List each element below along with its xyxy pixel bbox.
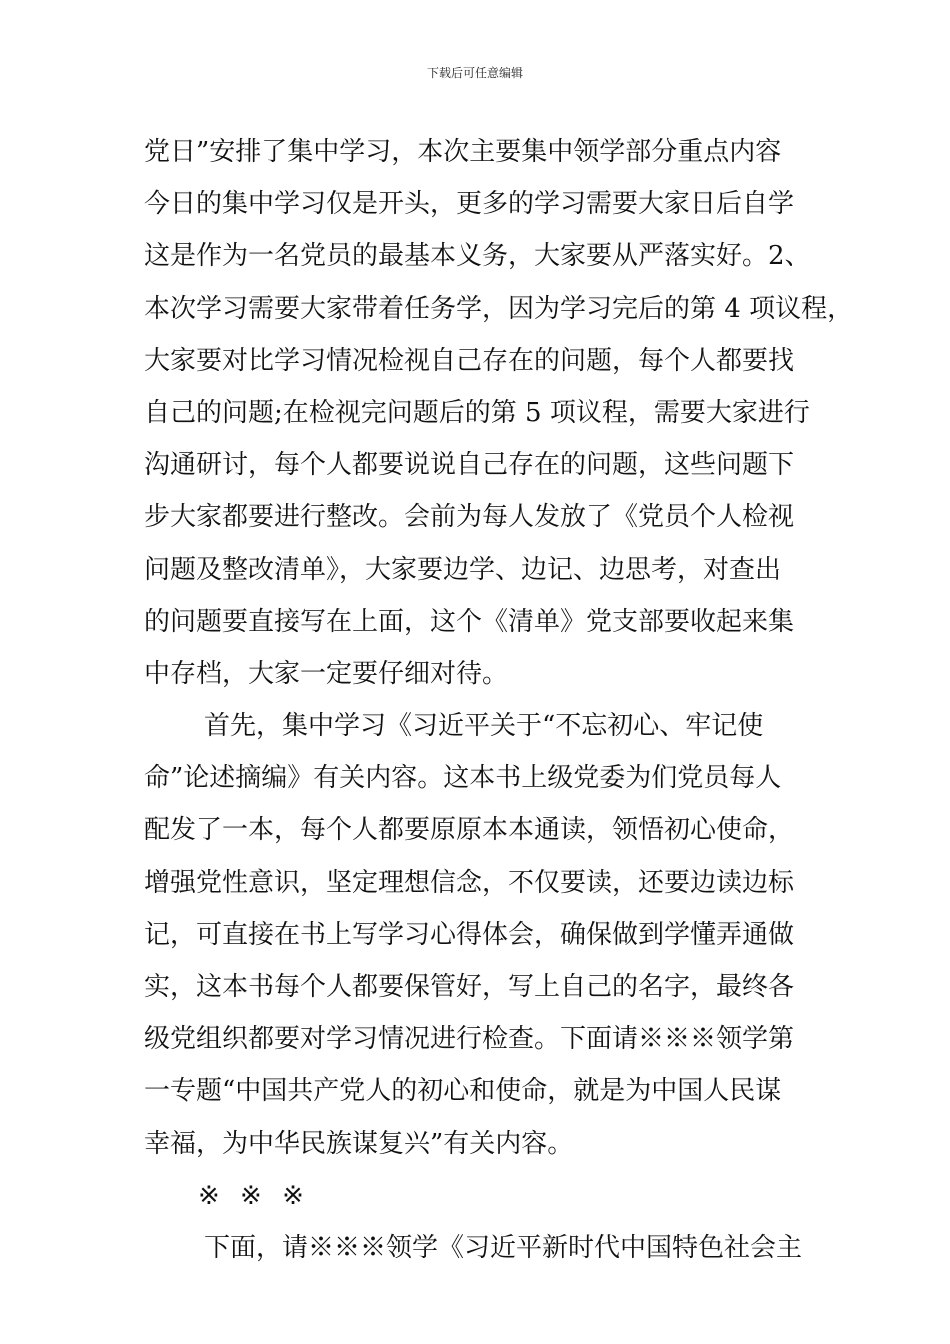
text-line: 配发了一本，每个人都要原原本本通读，领悟初心使命，	[144, 815, 795, 846]
text-line: 命”论述摘编》有关内容。这本书上级党委为们党员每人	[144, 763, 782, 794]
text-line: 步大家都要进行整改。会前为每人发放了《党员个人检视	[144, 502, 795, 533]
text-line: 级党组织都要对学习情况进行检查。下面请※※※领学第	[144, 1024, 795, 1055]
text-line: 增强党性意识，坚定理想信念，不仅要读，还要边读边标	[144, 867, 795, 898]
text-line: 问题及整改清单》，大家要边学、边记、边思考，对查出	[144, 554, 782, 585]
paragraph-first-line: 下面，请※※※领学《习近平新时代中国特色社会主	[204, 1232, 803, 1263]
text-line: 沟通研讨，每个人都要说说自己存在的问题，这些问题下	[144, 450, 795, 481]
text-line: 实，这本书每个人都要保管好，写上自己的名字，最终各	[144, 972, 795, 1002]
text-line: 党日”安排了集中学习，本次主要集中领学部分重点内容	[144, 137, 782, 167]
section-separator: ※ ※ ※	[198, 1180, 310, 1211]
text-line: 一专题“中国共产党人的初心和使命，就是为中国人民谋	[144, 1076, 782, 1107]
page-header: 下载后可任意编辑	[426, 66, 523, 80]
document-body	[144, 126, 854, 1274]
paragraph-first-line: 首先，集中学习《习近平关于“不忘初心、牢记使	[204, 711, 764, 742]
text-line: 自己的问题;在检视完问题后的第 5 项议程，需要大家进行	[144, 397, 810, 428]
text-line: 本次学习需要大家带着任务学，因为学习完后的第 4 项议程，	[144, 293, 854, 324]
text-line: 今日的集中学习仅是开头，更多的学习需要大家日后自学	[144, 189, 795, 220]
text-line: 中存档，大家一定要仔细对待。	[144, 658, 509, 689]
text-line: 大家要对比学习情况检视自己存在的问题，每个人都要找	[144, 345, 795, 376]
text-line: 幸福，为中华民族谋复兴”有关内容。	[144, 1128, 574, 1159]
text-line: 这是作为一名党员的最基本义务，大家要从严落实好。2、	[144, 241, 811, 272]
text-line: 的问题要直接写在上面，这个《清单》党支部要收起来集	[144, 606, 795, 637]
text-line: 记，可直接在书上写学习心得体会，确保做到学懂弄通做	[144, 919, 795, 950]
